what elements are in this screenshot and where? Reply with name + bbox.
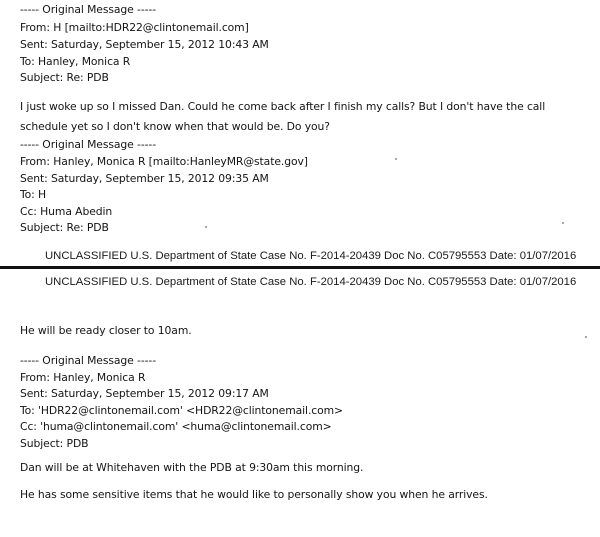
scan-speck [395, 158, 397, 160]
email-body: He has some sensitive items that he would like to personally show you when he arrives. [20, 488, 488, 501]
email-body: I just woke up so I missed Dan. Could he come back after I finish my calls? But I don't have the call schedule yet so I don't know when that would be. Do you? [20, 100, 546, 133]
email-body: He will be ready closer to 10am. [20, 324, 192, 337]
email-sent: Sent: Saturday, September 15, 2012 09:17 AM [20, 387, 269, 400]
email-cc: Cc: Huma Abedin [20, 205, 113, 218]
email-body: Dan will be at Whitehaven with the PDB at 9:30am this morning. [20, 461, 364, 474]
email-header-separator: ----- Original Message ----- [20, 3, 157, 16]
email-sent: Sent: Saturday, September 15, 2012 09:35 AM [20, 172, 269, 185]
email-to: To: 'HDR22@clintonemail.com' <HDR22@clintonemail.com> [20, 404, 343, 417]
classification-stamp-footer: UNCLASSIFIED U.S. Department of State Case No. F-2014-20439 Doc No. C05795553 Date: 01/07/2016 [45, 250, 577, 262]
email-from: From: Hanley, Monica R [20, 371, 146, 384]
scan-speck [562, 222, 564, 224]
email-from: From: H [mailto:HDR22@clintonemail.com] [20, 21, 249, 34]
email-subject: Subject: PDB [20, 437, 89, 450]
scan-speck [585, 336, 587, 338]
email-sent: Sent: Saturday, September 15, 2012 10:43 AM [20, 38, 269, 51]
email-subject: Subject: Re: PDB [20, 221, 109, 234]
classification-stamp-header: UNCLASSIFIED U.S. Department of State Case No. F-2014-20439 Doc No. C05795553 Date: 01/07/2016 [45, 276, 577, 288]
email-header-separator: ----- Original Message ----- [20, 354, 157, 367]
email-header-separator: ----- Original Message ----- [20, 138, 157, 151]
page-break-rule [0, 266, 600, 269]
scan-speck [205, 226, 207, 228]
email-subject: Subject: Re: PDB [20, 71, 109, 84]
email-to: To: Hanley, Monica R [20, 55, 131, 68]
email-cc: Cc: 'huma@clintonemail.com' <huma@clintonemail.com> [20, 420, 332, 433]
email-from: From: Hanley, Monica R [mailto:HanleyMR@state.gov] [20, 155, 308, 168]
email-to: To: H [20, 188, 47, 201]
